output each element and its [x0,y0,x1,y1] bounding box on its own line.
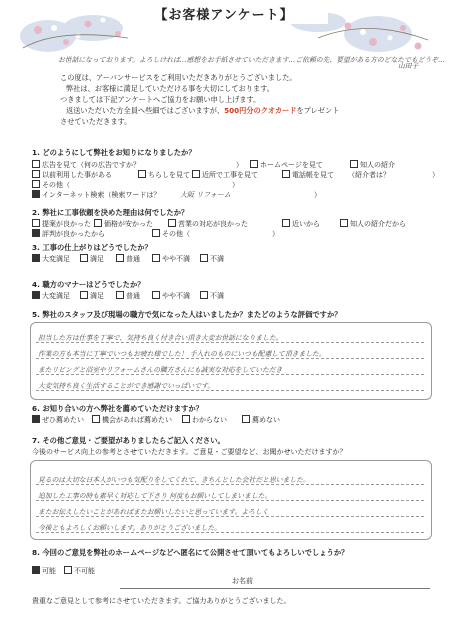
name-field-line[interactable] [120,588,430,589]
q5-handwritten-2: 作業の方も本当に丁寧でいつもお疲れ様でした！ 手入れのものにいつも配慮して頂きました。 [38,350,326,358]
q2-checkbox-price[interactable] [94,219,102,227]
handwritten-top-name: 山田子 [398,62,419,70]
q7-subtext: 今後のサービス向上の参考とさせていただきます。ご意見・ご要望など、お聞かせいただけますか？ [32,448,347,456]
q1-checkbox-previous[interactable] [32,170,40,178]
q3-label-1: 満足 [90,255,104,263]
q2-checkbox-sales[interactable] [168,219,176,227]
q1-checkbox-ad[interactable] [32,160,40,168]
q1-checkbox-phonebook[interactable] [282,170,290,178]
q5-handwritten-1: 担当した方は仕事を丁寧で、気持ち良く付き合い頂き大変お世話になりました。 [38,334,283,342]
q3-checkbox-very-satisfied-checked[interactable] [32,254,40,262]
intro-line-2: 弊社は、お客様に満足していただける事を大切にしております。 [66,84,274,93]
quo-card-highlight: 500円分のクオカード [224,106,297,115]
q3-checkbox-dissatisfied[interactable] [200,254,208,262]
intro-line-5: させていただきます。 [60,117,132,126]
q3-label-0: 大変満足 [42,255,70,263]
q3-label-4: 不満 [210,255,224,263]
q6-question: 6. お知り合いの方へ弊社を薦めていただけますか？ [32,404,203,413]
q7-handwritten-1: 見るのは大切な日本人がいつも気配りをしてくれて、きちんとした会社だと思いました。 [38,476,310,484]
q1-label-referrer: （紹介者は？ [348,171,390,179]
q5-handwritten-3: またリビングと浴室やリフォームさんの職方さんにも誠実な対応をしていただき [38,366,283,374]
q6-label-1: 機会があれば薦めたい [102,416,172,424]
q5-question: 5. 弊社のスタッフ及び現場の職方で気になった人はいましたか？またどのような評価ですか？ [32,310,342,319]
q2-label-other: その他（ [162,230,190,238]
q3-checkbox-satisfied[interactable] [80,254,88,262]
q1-label-referral: 知人の紹介 [360,161,395,169]
q2-label-proposal: 提案が良かった [42,220,91,228]
q8-checkbox-possible-checked[interactable] [32,566,40,574]
q6-label-0: ぜひ薦めたい [42,416,84,424]
q1-label-ad-close: ） [236,161,243,169]
q7-ruled-line [36,500,424,501]
q4-checkbox-normal[interactable] [116,291,124,299]
q4-checkbox-very-satisfied-checked[interactable] [32,291,40,299]
q3-options [32,254,332,264]
q2-checkbox-near[interactable] [282,219,290,227]
q1-label-previous: 以前利用した事がある [42,171,112,179]
q1-label-internet-close: ） [314,191,321,199]
q1-label-homepage: ホームページを見て [260,161,323,169]
handwritten-top-note: お世話になっております。よろしければ…感想をお手紙させていただきます…ご依頼の先、要望がある方のどなたでもどうぞ… [58,56,445,64]
q8-question: 8. 今回のご意見を弊社のホームページなどへ匿名にて公開させて頂いてもよろしいでしょうか？ [32,548,349,557]
q4-question: 4. 職方のマナーはどうでしたか？ [32,280,145,289]
q4-label-3: やや不満 [162,292,190,300]
q1-checkbox-nearby[interactable] [192,170,200,178]
q8-checkbox-impossible[interactable] [64,566,72,574]
q1-checkbox-internet-checked[interactable] [32,190,40,198]
q4-options [32,291,332,301]
q2-label-reputation: 評判が良かったから [42,230,105,238]
q1-options [32,160,442,200]
intro-line-3: つきましては下記アンケートへご協力をお願い申し上げます。 [60,95,261,104]
intro-text [60,72,440,127]
q4-checkbox-dissatisfied[interactable] [200,291,208,299]
q1-question: 1. どのようにして弊社をお知りになりましたか？ [32,148,196,157]
q1-checkbox-flyer[interactable] [138,170,146,178]
q2-label-sales: 営業の対応が良かった [178,220,248,228]
q2-label-near: 近いから [292,220,320,228]
q2-question: 2. 弊社に工事依頼を決めた理由は何でしたか？ [32,208,189,217]
q1-label-ad: 広告を見て（何の広告ですか？ [42,161,140,169]
q5-ruled-line [36,342,424,343]
q1-label-phonebook: 電話帳を見て [292,171,334,179]
q7-ruled-line [36,516,424,517]
q6-label-2: わからない [192,416,227,424]
intro-line-1: この度は、アーバンサービスをご利用いただきありがとうございました。 [60,73,297,82]
q6-checkbox-unknown[interactable] [182,415,190,423]
q4-checkbox-satisfied[interactable] [80,291,88,299]
q6-checkbox-no[interactable] [242,415,250,423]
q7-question: 7. その他ご意見・ご要望がありましたらご記入ください。 [32,436,225,445]
q1-checkbox-other[interactable] [32,180,40,188]
q1-checkbox-homepage[interactable] [250,160,258,168]
q3-label-3: やや不満 [162,255,190,263]
q5-handwritten-4: 大変気持ち良く生活することができ感謝でいっぱいです。 [38,382,215,390]
page-title: 【お客様アンケート】 [120,4,328,24]
q4-checkbox-bit-dissatisfied[interactable] [152,291,160,299]
q2-options [32,219,442,239]
q7-ruled-line [36,484,424,485]
q2-checkbox-other[interactable] [152,229,160,237]
q5-ruled-line [36,358,424,359]
q7-handwritten-3: またお伝えしたいことがあればまたお願いしたいと思っています。よろしく [38,508,269,516]
q1-checkbox-referral[interactable] [350,160,358,168]
intro-line-4a: 返送いただいた方全員へ些細ではございますが、 [66,106,225,115]
q7-handwritten-2: 追加した工事の時も素早く対応して下さり 何度もお願いしてしまいました。 [38,492,272,500]
q8-label-impossible: 不可能 [74,567,95,575]
q7-handwritten-4: 今後ともよろしくお願いします。ありがとうございました。 [38,524,221,532]
q3-question: 3. 工事の仕上がりはどうでしたか？ [32,243,152,252]
intro-line-4b: をプレゼント [296,106,340,115]
q2-checkbox-proposal[interactable] [32,219,40,227]
q1-label-nearby: 近所で工事を見て [202,171,258,179]
footer-thanks: 貴重なご意見として参考にさせていただきます。ご協力ありがとうございました。 [32,597,291,605]
q6-checkbox-definitely-checked[interactable] [32,415,40,423]
q1-label-other-close: ） [232,181,239,189]
q1-label-referrer-close: ） [432,171,439,179]
q7-ruled-line [36,532,424,533]
q1-label-internet: インターネット検索（検索ワードは？ [42,191,161,199]
q4-label-1: 満足 [90,292,104,300]
q5-ruled-line [36,390,424,391]
name-label: お名前 [232,577,253,585]
q3-checkbox-bit-dissatisfied[interactable] [152,254,160,262]
q2-checkbox-referral[interactable] [340,219,348,227]
q6-options [32,415,432,425]
q8-options [32,566,232,576]
q2-checkbox-reputation-checked[interactable] [32,229,40,237]
q1-label-other: その他（ [42,181,70,189]
q2-label-other-close: ） [272,230,279,238]
q6-label-3: 薦めない [252,416,280,424]
q4-label-0: 大変満足 [42,292,70,300]
q5-ruled-line [36,374,424,375]
q3-checkbox-normal[interactable] [116,254,124,262]
q4-label-4: 不満 [210,292,224,300]
q2-label-referral: 知人の紹介だから [350,220,406,228]
q1-label-flyer: ちらしを見て [148,171,190,179]
q8-label-possible: 可能 [42,567,56,575]
q4-label-2: 普通 [126,292,140,300]
q1-handwritten-keyword: 大阪 リフォーム [180,191,231,199]
q2-label-price: 価格が安かった [104,220,153,228]
q6-checkbox-if-chance[interactable] [92,415,100,423]
q3-label-2: 普通 [126,255,140,263]
